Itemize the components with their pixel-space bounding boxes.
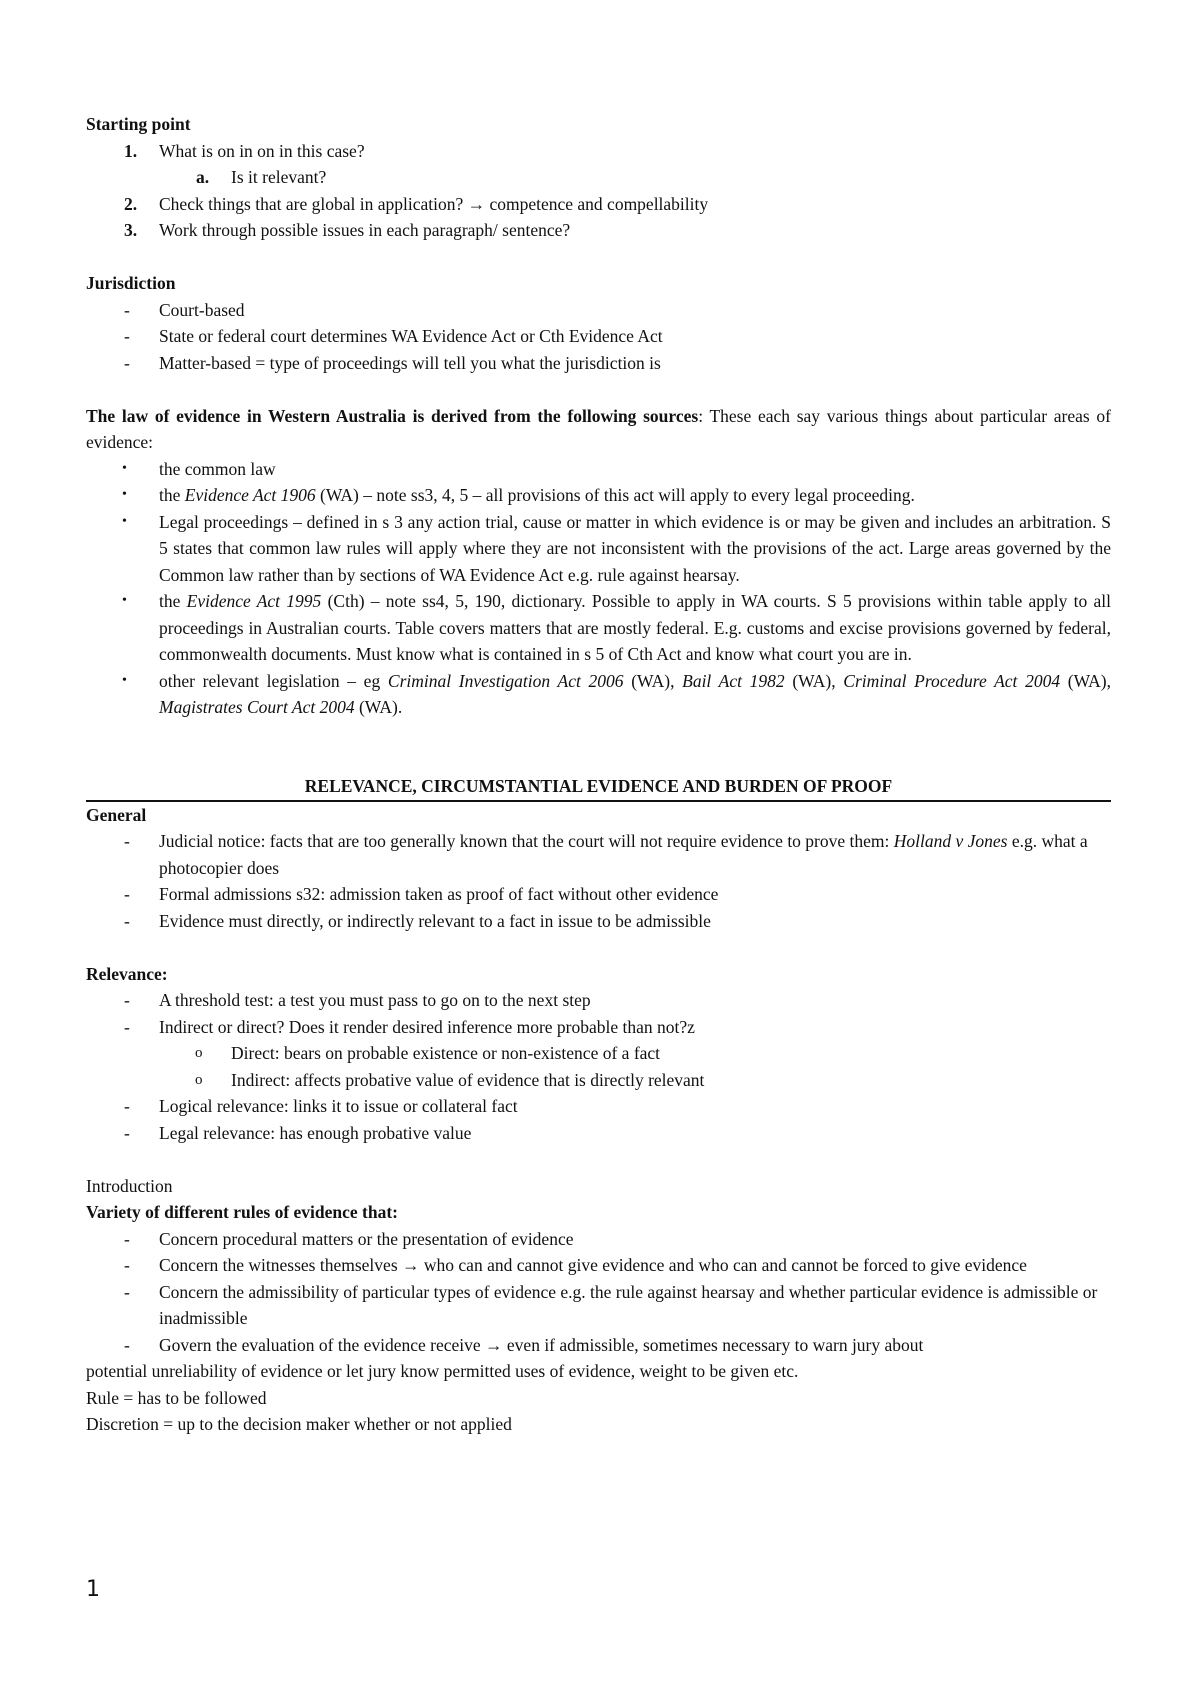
list-item: - Court-based	[124, 299, 245, 320]
bullet-icon: •	[122, 487, 127, 502]
list-item: - State or federal court determines WA Evidence Act or Cth Evidence Act	[124, 326, 663, 346]
jurisdiction-heading: Jurisdiction	[86, 273, 176, 293]
list-item: - Matter-based = type of proceedings will tell you what the jurisdiction is	[124, 352, 661, 373]
circle-bullet-icon: o	[195, 1045, 203, 1061]
bullet-icon: •	[122, 672, 127, 688]
list-item: - Legal relevance: has enough probative value	[124, 1122, 472, 1143]
discretion-definition: Discretion = up to the decision maker whether or not applied	[86, 1414, 512, 1434]
list-item: - Judicial notice: facts that are too generally known that the court will not require evidence to prove them: Holland v Jones e.g. what a photocopier does	[124, 831, 1088, 878]
list-item: o Indirect: affects probative value of evidence that is directly relevant	[86, 1067, 1111, 1094]
list-item: - Logical relevance: links it to issue or collateral fact	[124, 1096, 518, 1116]
list-item: 2. Check things that are global in application? → competence and compellability	[124, 193, 709, 214]
list-item: • other relevant legislation – eg Criminal Investigation Act 2006 (WA), Bail Act 1982 (WA), Criminal Procedure Act 2004 (WA), Magistrates Court Act 2004 (WA).	[86, 668, 1111, 721]
list-item: • the Evidence Act 1906 (WA) – note ss3, 4, 5 – all provisions of this act will apply to every legal proceeding.	[86, 482, 1111, 509]
starting-point-heading: Starting point	[86, 114, 191, 134]
bullet-icon: •	[122, 460, 127, 476]
section-heading: RELEVANCE, CIRCUMSTANTIAL EVIDENCE AND BURDEN OF PROOF	[86, 774, 1111, 802]
list-item: 3. Work through possible issues in each paragraph/ sentence?	[124, 220, 571, 240]
relevance-list-continued	[86, 1093, 1111, 1146]
arrow-icon: →	[467, 193, 486, 214]
rules-heading: Variety of different rules of evidence that:	[86, 1202, 399, 1222]
sources-list	[86, 456, 1111, 721]
bullet-icon: •	[122, 513, 127, 529]
starting-point-list	[86, 138, 1111, 244]
general-list	[86, 828, 1111, 934]
list-item: - A threshold test: a test you must pass to go on to the next step	[124, 990, 591, 1010]
jurisdiction-list	[86, 297, 1111, 377]
list-item: - Concern procedural matters or the presentation of evidence	[124, 1228, 574, 1249]
sources-intro: The law of evidence in Western Australia is derived from the following sources: These each say various things about particular areas of evidence:	[86, 405, 1111, 452]
introduction-label: Introduction	[86, 1175, 173, 1196]
page-content	[86, 111, 1111, 1438]
list-item: - Evidence must directly, or indirectly relevant to a fact in issue to be admissible	[124, 910, 711, 931]
page-number: 1	[86, 1577, 100, 1602]
rules-list	[86, 1226, 1111, 1359]
bullet-icon: •	[122, 593, 127, 608]
arrow-icon: →	[485, 1334, 503, 1355]
list-item: • the common law	[86, 456, 1111, 483]
arrow-icon: →	[402, 1255, 420, 1275]
rule-definition: Rule = has to be followed	[86, 1387, 267, 1408]
relevance-heading: Relevance:	[86, 963, 168, 984]
list-item: 1. What is on in on in this case?	[124, 140, 365, 161]
general-heading: General	[86, 804, 147, 825]
circle-bullet-icon: o	[195, 1071, 203, 1088]
list-item: • Legal proceedings – defined in s 3 any action trial, cause or matter in which evidence is or may be given and includes an arbitration. S 5 states that common law rules will apply where they are not inconsistent with the provisions of the act. Large areas governed by the Common law rather than by sections of WA Evidence Act e.g. rule against hearsay.	[86, 509, 1111, 589]
relevance-sublist	[86, 1040, 1111, 1093]
list-item: - Indirect or direct? Does it render desired inference more probable than not?z	[124, 1016, 695, 1037]
list-item: o Direct: bears on probable existence or non-existence of a fact	[86, 1040, 1111, 1067]
rules-continuation: potential unreliability of evidence or let jury know permitted uses of evidence, weight to be given etc.	[86, 1361, 799, 1381]
list-item: • the Evidence Act 1995 (Cth) – note ss4, 5, 190, dictionary. Possible to apply in WA courts. S 5 provisions within table apply to all proceedings in Australian courts. Table covers matters that are mostly federal. E.g. customs and excise provisions governed by federal, commonwealth documents. Must know what is contained in s 5 of Cth Act and know what court you are in.	[86, 588, 1111, 668]
list-item: - Govern the evaluation of the evidence receive → even if admissible, sometimes necessary to warn jury about	[124, 1334, 924, 1355]
relevance-list	[86, 987, 1111, 1040]
list-item: a. Is it relevant?	[196, 167, 327, 187]
list-item: - Concern the admissibility of particular types of evidence e.g. the rule against hearsay and whether particular evidence is admissible or inadmissible	[124, 1281, 1098, 1328]
list-item: - Formal admissions s32: admission taken as proof of fact without other evidence	[124, 884, 719, 904]
list-item: - Concern the witnesses themselves → who can and cannot give evidence and who can and cannot be forced to give evidence	[124, 1255, 1027, 1275]
